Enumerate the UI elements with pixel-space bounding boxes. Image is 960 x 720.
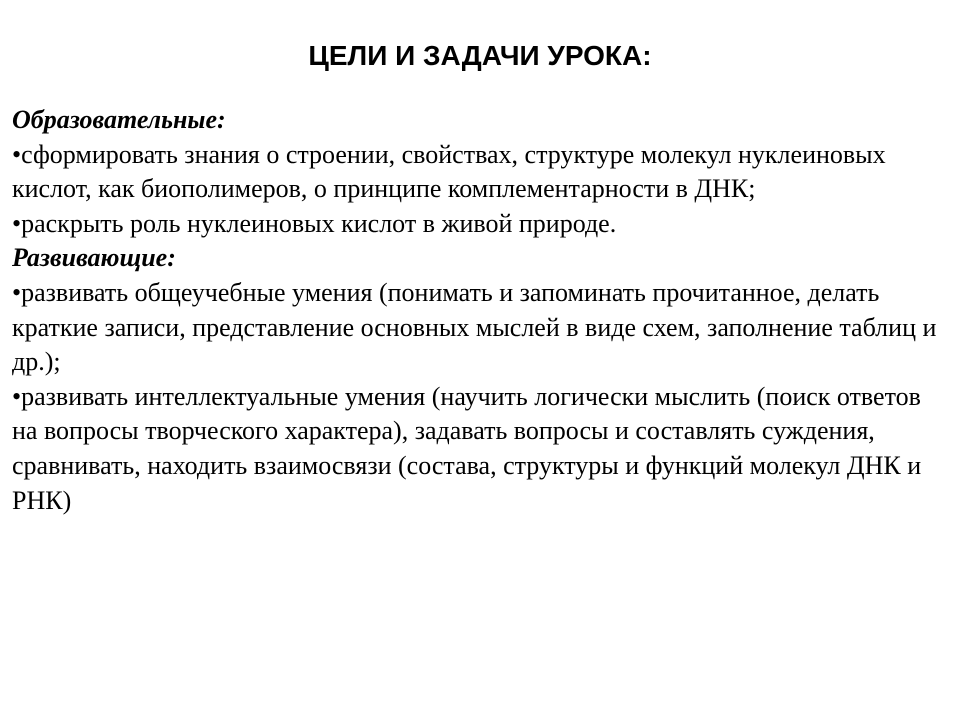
slide-body	[12, 103, 942, 518]
list-item: •раскрыть роль нуклеиновых кислот в живой природе.	[12, 208, 617, 238]
list-item: •сформировать знания о строении, свойствах, структуре молекул нуклеиновых кислот, как биополимеров, о принципе комплементарности в ДНК;	[12, 139, 886, 204]
section-heading-educational: Образовательные:	[12, 105, 226, 134]
list-item: •развивать общеучебные умения (понимать и запоминать прочитанное, делать краткие записи, представление основных мыслей в виде схем, заполнение таблиц и др.);	[12, 277, 937, 377]
slide-title: ЦЕЛИ И ЗАДАЧИ УРОКА:	[308, 40, 652, 71]
section-heading-developmental: Развивающие:	[12, 243, 176, 273]
list-item: •развивать интеллектуальные умения (научить логически мыслить (поиск ответов на вопросы творческого характера), задавать вопросы и составлять суждения, сравнивать, находить взаимосвязи (состава, структуры и функций молекул ДНК и РНК)	[12, 381, 922, 515]
